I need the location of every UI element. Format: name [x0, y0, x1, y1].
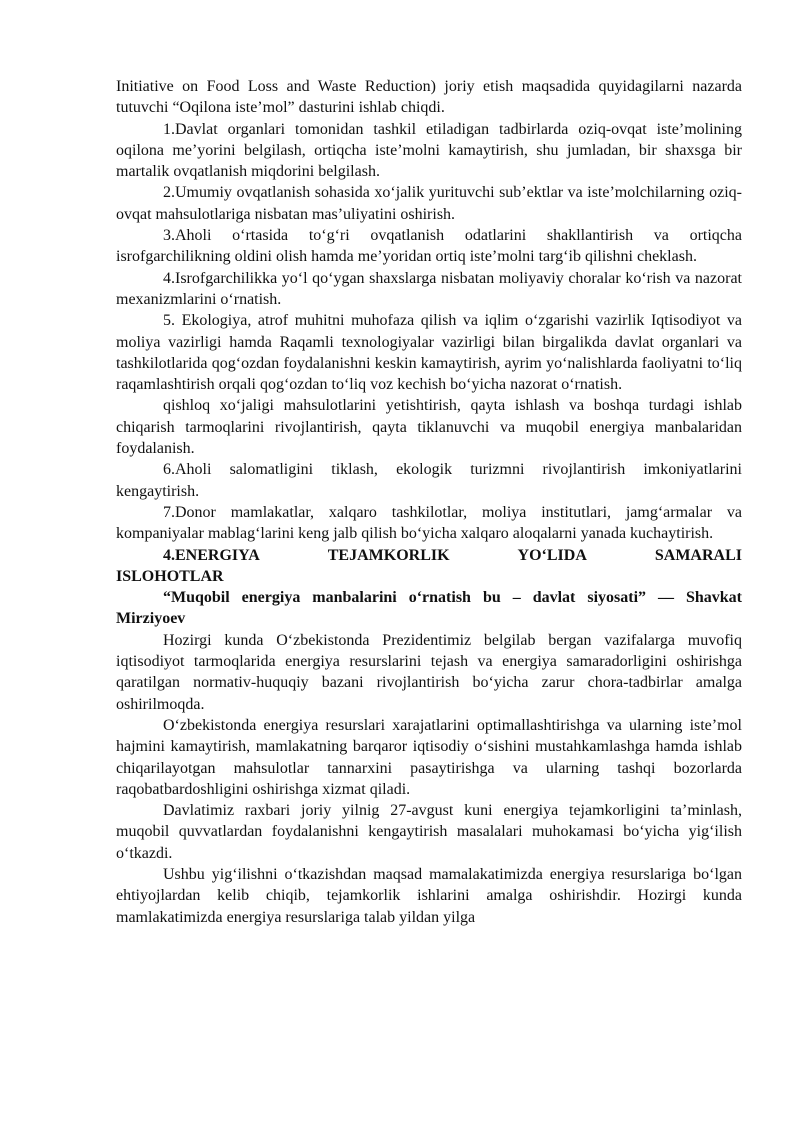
document-page — [116, 76, 742, 928]
body-paragraph-1: Hozirgi kunda O‘zbekistonda Prezidentimiz belgilab bergan vazifalarga muvofiq iqtisodiyot tarmoqlarida energiya resurslarini tejash va energiya samaradorligini oshirishga qaratilgan normativ-huquqiy bazani rivojlantirish bo‘yicha zarur chora-tadbirlar amalga oshirilmoqda. — [116, 631, 742, 713]
heading-word-4: SAMARALI — [654, 546, 742, 564]
list-item-7: 7.Donor mamlakatlar, xalqaro tashkilotlar, moliya institutlari, jamg‘armalar va kompaniyalar mablag‘larini keng jalb qilish bo‘yicha xalqaro aloqalarni yanada kuchaytirish. — [116, 503, 742, 543]
section-heading — [116, 545, 742, 566]
list-item-6: 6.Aholi salomatligini tiklash, ekologik turizmni rivojlantirish imkoniyatlarini kengaytirish. — [116, 461, 742, 500]
epigraph-quote: “Muqobil energiya manbalarini o‘rnatish bu – davlat siyosati” –– Shavkat Mirziyoev — [116, 589, 742, 628]
heading-word-3: YO‘LIDA — [517, 546, 587, 564]
list-item-2: 2.Umumiy ovqatlanish sohasida xo‘jalik yurituvchi sub’ektlar va iste’molchilarning oziq-ovqat mahsulotlariga nisbatan mas’uliyatini oshirish. — [116, 184, 742, 223]
section-heading-line-2: ISLOHOTLAR — [116, 567, 224, 585]
list-item-5: 5. Ekologiya, atrof muhitni muhofaza qilish va iqlim o‘zgarishi vazirlik Iqtisodiyot va moliya vazirligi hamda Raqamli texnologiyalar vazirligi bilan birgalikda davlat organlari va tashkilotlarida qog‘ozdan foydalanishni keskin kamaytirish, ayrim yo‘nalishlarda faoliyatni to‘liq raqamlashtirish orqali qog‘ozdan to‘liq voz kechish bo‘yicha nazorat o‘rnatish. — [116, 312, 742, 394]
heading-word-1: 4.ENERGIYA — [163, 546, 260, 564]
body-paragraph-2: O‘zbekistonda energiya resurslari xarajatlarini optimallashtirishga va ularning iste’mol hajmini kamaytirish, mamlakatning barqaror iqtisodiy o‘sishini mustahkamlashga hamda ishlab chiqarilayotgan mahsulotlar tannarxini pasaytirishga va ularning tashqi bozorlarda raqobatbardoshligini oshirishga xizmat qiladi. — [116, 716, 742, 798]
heading-word-2: TEJAMKORLIK — [327, 546, 450, 564]
list-item-3: 3.Aholi o‘rtasida to‘g‘ri ovqatlanish odatlarini shakllantirish va ortiqcha isrofgarchilikning oldini olish hamda me’yoridan ortiq iste’molni targ‘ib qilishni cheklash. — [116, 227, 742, 266]
list-item-1: 1.Davlat organlari tomonidan tashkil etiladigan tadbirlarda oziq-ovqat iste’molining oqilona me’yorini belgilash, ortiqcha iste’molni kamaytirish, shu jumladan, bir shaxsga bir martalik ovqatlanish miqdorini belgilash. — [116, 120, 742, 181]
body-paragraph-4: Ushbu yig‘ilishni o‘tkazishdan maqsad mamalakatimizda energiya resurslariga bo‘lgan ehtiyojlardan kelib chiqib, tejamkorlik ishlarini amalga oshirishdir. Hozirgi kunda mamlakatimizda energiya resurslariga talab yildan yilga — [116, 865, 742, 926]
list-item-4: 4.Isrofgarchilikka yo‘l qo‘ygan shaxslarga nisbatan moliyaviy choralar ko‘rish va nazorat mexanizmlarini o‘rnatish. — [116, 269, 742, 308]
paragraph-intro: Initiative on Food Loss and Waste Reduction) joriy etish maqsadida quyidagilarni nazarda tutuvchi “Oqilona iste’mol” dasturini ishlab chiqdi. — [116, 78, 742, 117]
body-paragraph-3: Davlatimiz raxbari joriy yilnig 27-avgust kuni energiya tejamkorligini ta’minlash, muqobil quvvatlardan foydalanishni kengaytirish masalalari muhokamasi bo‘yicha yig‘ilish o‘tkazdi. — [116, 802, 742, 862]
paragraph-continuation: qishloq xo‘jaligi mahsulotlarini yetishtirish, qayta ishlash va boshqa turdagi ishlab chiqarish tarmoqlarini rivojlantirish, qayta tiklanuvchi va muqobil energiya manbalaridan foydalanish. — [116, 397, 742, 458]
